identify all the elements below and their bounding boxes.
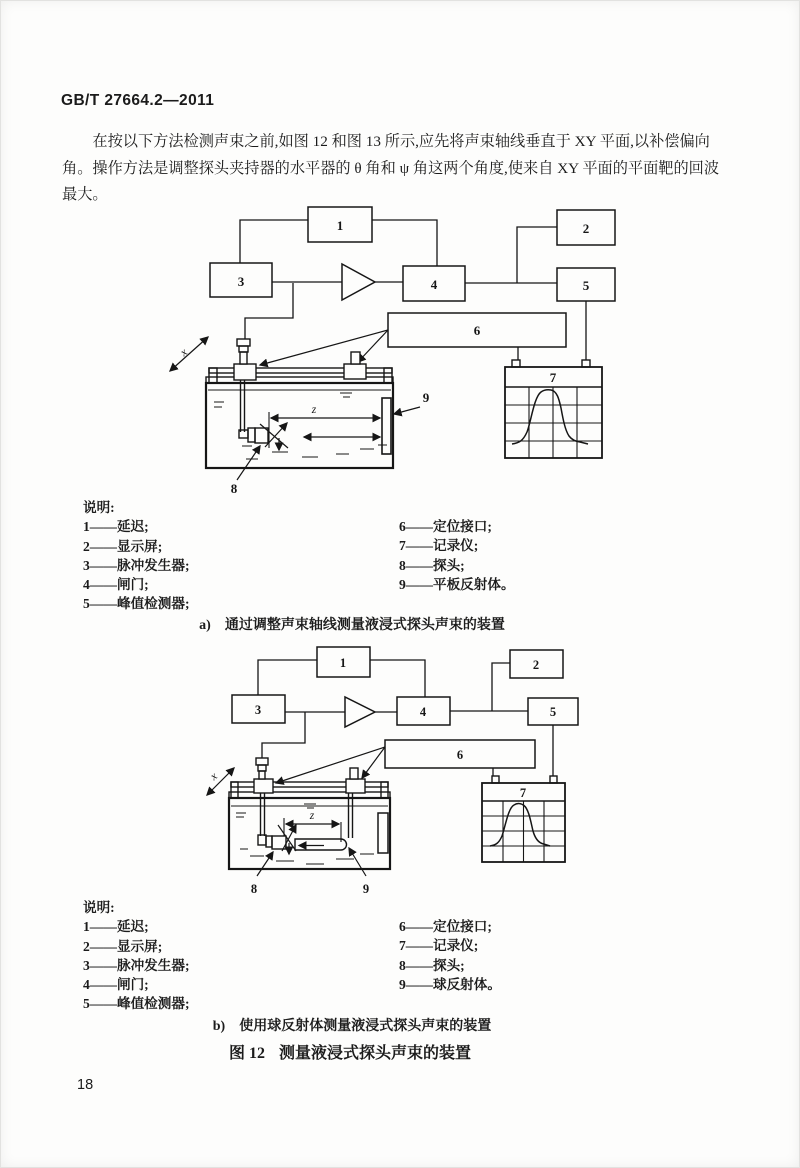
diagram-a [150, 200, 650, 500]
label-9-leader [349, 848, 366, 876]
page-number: 18 [77, 1077, 94, 1093]
carriage-probe [234, 364, 256, 380]
flat-plate-reflector [382, 398, 391, 454]
block-label: 7 [549, 370, 557, 385]
reflector-label: 9 [422, 390, 430, 405]
tank-a [206, 339, 393, 468]
figure-caption [0, 1040, 700, 1063]
cable-plug [256, 758, 268, 765]
wires-b [258, 660, 553, 776]
x-axis-arrow [170, 337, 208, 371]
amplifier-triangle [342, 264, 375, 300]
legend-item: 4——闸门; [83, 577, 149, 593]
block-label: 7 [519, 786, 527, 800]
water-tank [229, 798, 390, 869]
reflector-label: 9 [362, 882, 370, 896]
legend-b-left [83, 898, 189, 1014]
z-axis-label: z [309, 810, 315, 822]
ball-reflector-holder [295, 839, 347, 850]
probe-label: 8 [250, 882, 258, 896]
legend-title: 说明: [83, 500, 115, 515]
caption-b [0, 1015, 704, 1035]
probe-label: 8 [230, 481, 238, 496]
legend-item: 8——探头; [399, 957, 465, 973]
label-8-leader [237, 446, 260, 480]
legend-a-left [83, 498, 189, 614]
block-label: 3 [254, 703, 262, 717]
caption-text: 通过调整声束轴线测量液浸式探头声束的装置 [224, 618, 505, 633]
legend-b-right [399, 917, 501, 994]
x-axis-label: x [178, 346, 190, 359]
probe-body [255, 428, 268, 443]
legend-item: 2——显示屏; [83, 538, 163, 554]
block-label: 2 [582, 221, 590, 236]
carriage-target [344, 364, 366, 379]
blocks-b [232, 647, 578, 768]
figure-label: 图 12 [228, 1045, 265, 1062]
pointer-arrows-a [260, 330, 388, 365]
legend-item: 5——峰值检测器; [83, 596, 190, 612]
paragraph-line: 角。操作方法是调整探头夹持器的水平器的 θ 角和 ψ 角这两个角度,使来自 XY 平面的平面靶的回波 [62, 159, 720, 177]
block-label: 4 [419, 705, 427, 719]
legend-item: 7——记录仪; [399, 538, 479, 554]
amplifier-triangle [345, 697, 375, 727]
block-label: 5 [549, 705, 557, 719]
label-9-leader [394, 407, 420, 414]
caption-text: 使用球反射体测量液浸式探头声束的装置 [239, 1019, 492, 1034]
legend-item: 3——脉冲发生器; [83, 957, 190, 973]
paragraph-line: 最大。 [62, 186, 108, 204]
pointer-arrows-b [276, 747, 385, 783]
beam-profile-curve [490, 804, 550, 846]
wires-a [237, 220, 586, 360]
legend-item: 7——记录仪; [399, 938, 479, 954]
legend-item: 4——闸门; [83, 977, 149, 993]
legend-item: 9——球反射体。 [399, 976, 501, 992]
legend-item: 1——延迟; [83, 919, 149, 935]
z-axis-label: z [311, 404, 317, 416]
legend-item: 6——定位接口; [399, 519, 492, 534]
block-label: 1 [336, 218, 344, 233]
x-axis-label: x [208, 770, 220, 783]
legend-item: 6——定位接口; [399, 919, 492, 934]
legend-item: 2——显示屏; [83, 938, 163, 954]
blocks-a [210, 207, 615, 347]
block-label: 3 [237, 274, 245, 289]
paragraph-line: 在按以下方法检测声束之前,如图 12 和图 13 所示,应先将声束轴线垂直于 XY 平面,以补偿偏向 [92, 133, 710, 150]
block-label: 5 [582, 278, 590, 293]
legend-item: 9——平板反射体。 [399, 576, 515, 592]
block-label: 1 [339, 656, 347, 670]
water-tank [206, 383, 393, 468]
side-plate [378, 813, 388, 853]
legend-item: 1——延迟; [83, 519, 149, 535]
block-label: 4 [430, 277, 438, 292]
block-label: 6 [456, 748, 464, 762]
caption-a [0, 614, 704, 634]
legend-a-right [399, 517, 515, 594]
cable-plug [237, 339, 250, 346]
carriage-target [346, 779, 365, 793]
diagram-b [190, 640, 610, 900]
block-label: 2 [532, 658, 540, 672]
caption-prefix: b) [212, 1019, 226, 1034]
legend-item: 8——探头; [399, 557, 465, 573]
legend-item: 3——脉冲发生器; [83, 557, 190, 573]
doc-number: GB/T 27664.2—2011 [61, 92, 215, 109]
carriage-probe [254, 779, 273, 793]
block-label: 6 [473, 323, 481, 338]
figure-title: 测量液浸式探头声束的装置 [279, 1045, 472, 1062]
intro-paragraph [62, 129, 742, 209]
legend-title: 说明: [83, 900, 115, 915]
caption-prefix: a) [199, 618, 211, 633]
legend-item: 5——峰值检测器; [83, 996, 190, 1012]
